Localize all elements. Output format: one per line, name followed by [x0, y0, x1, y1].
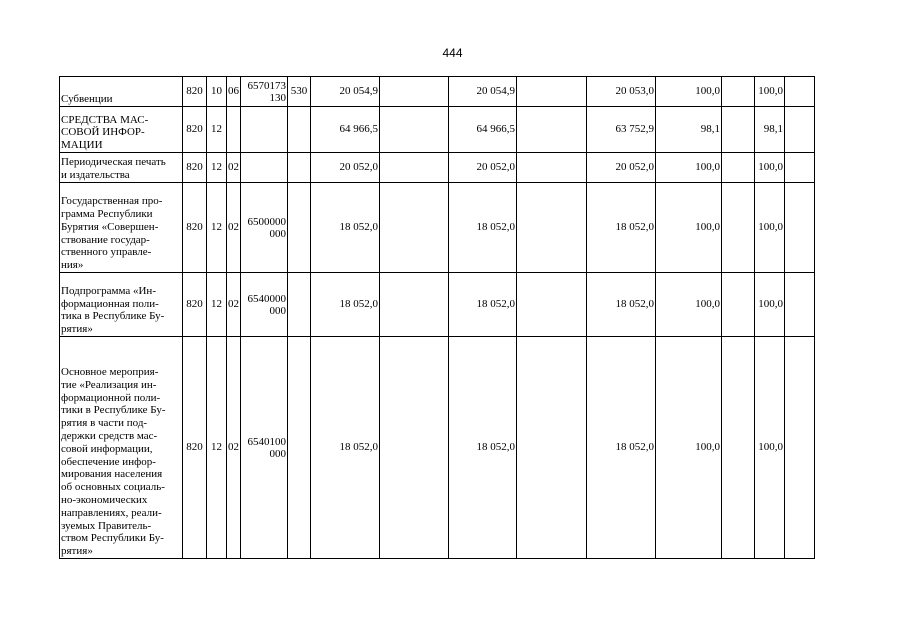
table-row	[60, 337, 815, 559]
target-article-cell	[241, 183, 288, 273]
empty-cell	[722, 337, 755, 559]
row-name-line: Подпрограмма «Ин-	[61, 284, 156, 297]
subsection-cell: 02	[227, 273, 241, 337]
section-cell: 12	[207, 107, 227, 153]
row-name-line: грамма Республики	[61, 208, 153, 221]
executed-amount-cell: 20 053,0	[587, 77, 656, 107]
row-name-line: рятия в части под-	[61, 417, 148, 430]
target-article-line: 6500000	[247, 215, 286, 228]
approved-amount-cell: 20 054,9	[311, 77, 380, 107]
row-name-line: формационной поли-	[61, 391, 161, 404]
percent-budget-list-cell: 100,0	[755, 153, 785, 183]
target-article-cell	[241, 153, 288, 183]
table-row	[60, 77, 815, 107]
grbs-cell: 820	[183, 153, 207, 183]
empty-cell	[517, 337, 587, 559]
approved-amount-cell: 20 052,0	[311, 153, 380, 183]
empty-cell	[722, 153, 755, 183]
expense-type-cell	[288, 107, 311, 153]
empty-cell	[785, 107, 815, 153]
subsection-cell: 02	[227, 183, 241, 273]
row-name-cell	[60, 77, 183, 107]
empty-cell	[517, 107, 587, 153]
expense-type-cell	[288, 337, 311, 559]
grbs-cell: 820	[183, 337, 207, 559]
budget-list-amount-cell: 64 966,5	[449, 107, 517, 153]
expense-type-cell	[288, 183, 311, 273]
target-article-cell	[241, 107, 288, 153]
empty-cell	[722, 183, 755, 273]
row-name-line: направлениях, реали-	[61, 506, 162, 519]
grbs-cell: 820	[183, 273, 207, 337]
empty-cell	[517, 77, 587, 107]
target-article-line: 000	[269, 447, 286, 460]
budget-list-amount-cell: 20 054,9	[449, 77, 517, 107]
page-number: 444	[442, 46, 463, 60]
percent-approved-cell: 100,0	[656, 153, 722, 183]
row-name-cell	[60, 337, 183, 559]
subsection-cell: 02	[227, 153, 241, 183]
executed-amount-cell: 18 052,0	[587, 337, 656, 559]
row-name-line: и издательства	[61, 169, 130, 182]
empty-cell	[722, 273, 755, 337]
row-name-line: Основное мероприя-	[61, 366, 159, 379]
row-name-cell	[60, 107, 183, 153]
percent-approved-cell: 100,0	[656, 273, 722, 337]
row-name-line: ственного управле-	[61, 246, 152, 259]
target-article-line: 130	[269, 91, 286, 104]
row-name-line: об основных социаль-	[61, 481, 165, 494]
approved-amount-cell: 18 052,0	[311, 183, 380, 273]
empty-cell	[722, 77, 755, 107]
section-cell: 12	[207, 153, 227, 183]
target-article-line: 6540100	[247, 435, 286, 448]
target-article-cell	[241, 337, 288, 559]
empty-cell	[785, 337, 815, 559]
grbs-cell: 820	[183, 77, 207, 107]
section-cell: 10	[207, 77, 227, 107]
approved-amount-cell: 64 966,5	[311, 107, 380, 153]
row-name-line: обеспечение инфор-	[61, 455, 156, 468]
percent-approved-cell: 98,1	[656, 107, 722, 153]
row-name-line: совой информации,	[61, 442, 153, 455]
expense-type-cell	[288, 273, 311, 337]
empty-cell	[785, 77, 815, 107]
row-name-line: мирования населения	[61, 468, 163, 481]
row-name-line: тики в Республике Бу-	[61, 404, 166, 417]
target-article-line: 6540000	[247, 292, 286, 305]
executed-amount-cell: 20 052,0	[587, 153, 656, 183]
empty-cell	[380, 273, 449, 337]
target-article-line: 000	[269, 304, 286, 317]
row-name-line: Периодическая печать	[61, 156, 166, 169]
percent-budget-list-cell: 100,0	[755, 183, 785, 273]
empty-cell	[722, 107, 755, 153]
row-name-line: СОВОЙ ИНФОР-	[61, 126, 145, 139]
row-name-cell	[60, 183, 183, 273]
percent-approved-cell: 100,0	[656, 183, 722, 273]
expense-type-cell: 530	[288, 77, 311, 107]
section-cell: 12	[207, 273, 227, 337]
empty-cell	[380, 153, 449, 183]
executed-amount-cell: 18 052,0	[587, 273, 656, 337]
target-article-line: 000	[269, 227, 286, 240]
row-name-line: рятия»	[61, 323, 93, 336]
percent-approved-cell: 100,0	[656, 337, 722, 559]
expense-type-cell	[288, 153, 311, 183]
empty-cell	[517, 153, 587, 183]
row-name-line: МАЦИИ	[61, 139, 103, 152]
row-name-line: ния»	[61, 259, 84, 272]
budget-list-amount-cell: 18 052,0	[449, 337, 517, 559]
row-name-line: зуемых Правитель-	[61, 519, 152, 532]
budget-list-amount-cell: 20 052,0	[449, 153, 517, 183]
section-cell: 12	[207, 183, 227, 273]
grbs-cell: 820	[183, 107, 207, 153]
target-article-cell	[241, 273, 288, 337]
empty-cell	[785, 153, 815, 183]
empty-cell	[517, 183, 587, 273]
table-row	[60, 153, 815, 183]
row-name-line: СРЕДСТВА МАС-	[61, 113, 149, 126]
empty-cell	[380, 337, 449, 559]
empty-cell	[380, 183, 449, 273]
table-body	[60, 77, 815, 559]
budget-table	[59, 76, 815, 559]
subsection-cell: 02	[227, 337, 241, 559]
approved-amount-cell: 18 052,0	[311, 337, 380, 559]
row-name-line: Государственная про-	[61, 195, 163, 208]
target-article-line: 6570173	[247, 79, 286, 92]
row-name-line: Субвенции	[61, 93, 113, 106]
percent-budget-list-cell: 100,0	[755, 337, 785, 559]
row-name-cell	[60, 153, 183, 183]
executed-amount-cell: 18 052,0	[587, 183, 656, 273]
budget-list-amount-cell: 18 052,0	[449, 183, 517, 273]
percent-budget-list-cell: 98,1	[755, 107, 785, 153]
section-cell: 12	[207, 337, 227, 559]
row-name-line: Бурятия «Совершен-	[61, 220, 159, 233]
row-name-line: рятия»	[61, 545, 93, 558]
empty-cell	[785, 183, 815, 273]
executed-amount-cell: 63 752,9	[587, 107, 656, 153]
row-name-line: ствование государ-	[61, 233, 150, 246]
row-name-line: держки средств мас-	[61, 430, 158, 443]
subsection-cell	[227, 107, 241, 153]
row-name-cell	[60, 273, 183, 337]
percent-approved-cell: 100,0	[656, 77, 722, 107]
row-name-line: формационная поли-	[61, 297, 159, 310]
table-row	[60, 183, 815, 273]
subsection-cell: 06	[227, 77, 241, 107]
row-name-line: тие «Реализация ин-	[61, 378, 157, 391]
empty-cell	[785, 273, 815, 337]
approved-amount-cell: 18 052,0	[311, 273, 380, 337]
row-name-line: но-экономических	[61, 494, 148, 507]
percent-budget-list-cell: 100,0	[755, 273, 785, 337]
grbs-cell: 820	[183, 183, 207, 273]
target-article-cell	[241, 77, 288, 107]
row-name-line: тика в Республике Бу-	[61, 310, 165, 323]
percent-budget-list-cell: 100,0	[755, 77, 785, 107]
row-name-line: ством Республики Бу-	[61, 532, 164, 545]
empty-cell	[517, 273, 587, 337]
budget-list-amount-cell: 18 052,0	[449, 273, 517, 337]
empty-cell	[380, 107, 449, 153]
table-row	[60, 107, 815, 153]
empty-cell	[380, 77, 449, 107]
table-row	[60, 273, 815, 337]
